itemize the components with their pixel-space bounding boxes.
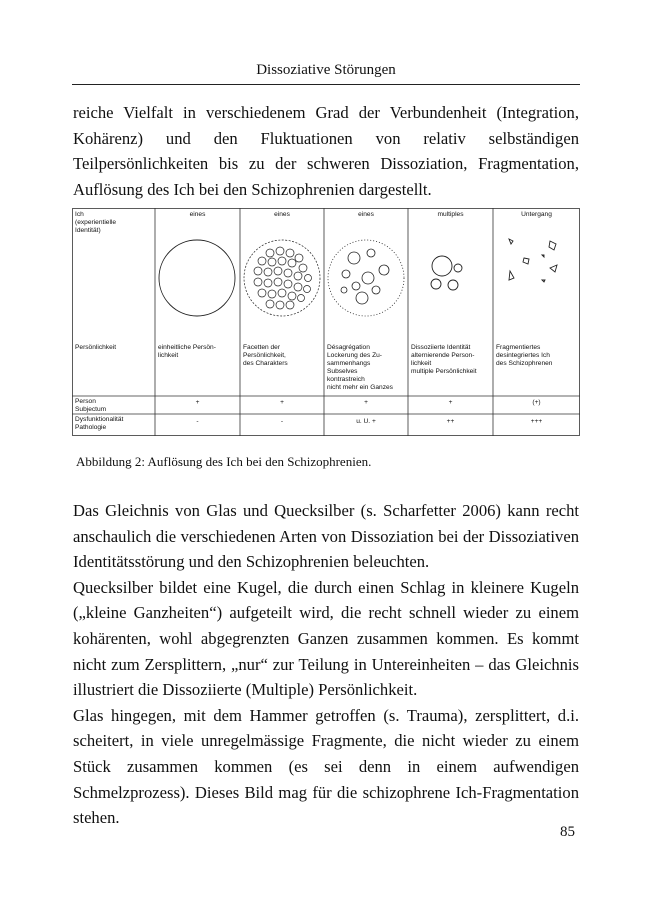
person-cell-2: + (280, 399, 284, 406)
body-paragraph: Das Gleichnis von Glas und Quecksilber (s. Scharfetter 2006) kann recht anschaulich die verschiedenen Arten von Dissoziation bei der Dissoziativen Identitätsstörung und den Schizophrenien beleuchten. Quecksilber bildet eine Kugel, die durch einen Schlag in kleinere Kugeln („kleine Ganzheiten“) aufgeteilt wird, die recht schnell wieder zu einem kohärenten, wohl abgegrenzten Ganzen zusammen kommen. Es kommt nicht zum Zersplittern, „nur“ zur Teilung in Untereinheiten – das Gleichnis illustriert die Dissoziierte (Multiple) Persönlichkeit. Glas hingegen, mit dem Hammer getroffen (s. Trauma), zersplittert, d.i. scheitert, in viele unregelmässige Fragmente, die nicht wieder zu einem Stück zusammen kommen (es sei denn in einem aufwendigen Schmelzprozess). Dieses Bild mag für die schizophrene Ich-Fragmentation stehen. (73, 501, 579, 828)
whole-circle-icon (159, 240, 235, 316)
col-header-4: multiples (437, 211, 464, 218)
personality-cell-3: Désagrégation Lockerung des Zu- sammenhangs Subselves kontrastreich nicht mehr ein Ganzes (327, 344, 393, 392)
dysfunction-cell-2: - (280, 418, 284, 425)
figure-caption: Abbildung 2: Auflösung des Ich bei den Schizophrenien. (76, 454, 372, 469)
figure-table (72, 208, 580, 436)
dysfunction-cell-5: +++ (530, 418, 543, 425)
personality-cell-1: einheitliche Persön- lichkeit (158, 344, 216, 360)
multiple-identities-icon (431, 256, 462, 290)
dysfunction-cell-3: u. U. + (356, 418, 376, 425)
dysfunction-cell-1: - (196, 418, 199, 425)
subselves-circle-icon (328, 240, 404, 316)
faceted-circle-icon (244, 240, 320, 316)
dysfunction-cell-4: ++ (446, 418, 455, 425)
fragments-icon (509, 239, 557, 282)
person-cell-1: + (195, 399, 200, 406)
row-label-dysfunktion: Dysfunktionalität Pathologie (75, 416, 124, 432)
row-label-ich: Ich (experientielle Identität) (75, 211, 117, 235)
intro-paragraph: reiche Vielfalt in verschiedenem Grad der Verbundenheit (Integration, Kohärenz) und den Fluktuationen von relativ selbständigen Teilpersönlichkeiten bis zu der schweren Dissoziation, Fragmentation, Auflösung des Ich bei den Schizophrenien dargestellt. (73, 103, 579, 199)
row-label-persoenlichkeit: Persönlichkeit (75, 344, 117, 351)
person-cell-4: + (448, 399, 453, 406)
running-header: Dissoziative Störungen (256, 62, 396, 78)
col-header-2: eines (274, 211, 290, 218)
header-rule (72, 84, 580, 85)
personality-cell-4: Dissoziierte Identität alternierende Person- lichkeit multiple Persönlichkeit (411, 344, 477, 376)
personality-cell-5: Fragmentiertes desintegriertes Ich des Schizophrenen (496, 344, 553, 368)
page-number: 85 (560, 824, 575, 840)
person-cell-5: (+) (532, 399, 541, 406)
row-label-person: Person Subjectum (75, 398, 107, 414)
col-header-1: eines (189, 211, 206, 218)
person-cell-3: + (364, 399, 368, 406)
col-header-3: eines (358, 211, 374, 218)
col-header-5: Untergang (521, 211, 552, 218)
personality-cell-2: Facetten der Persönlichkeit, des Charakters (243, 344, 288, 368)
